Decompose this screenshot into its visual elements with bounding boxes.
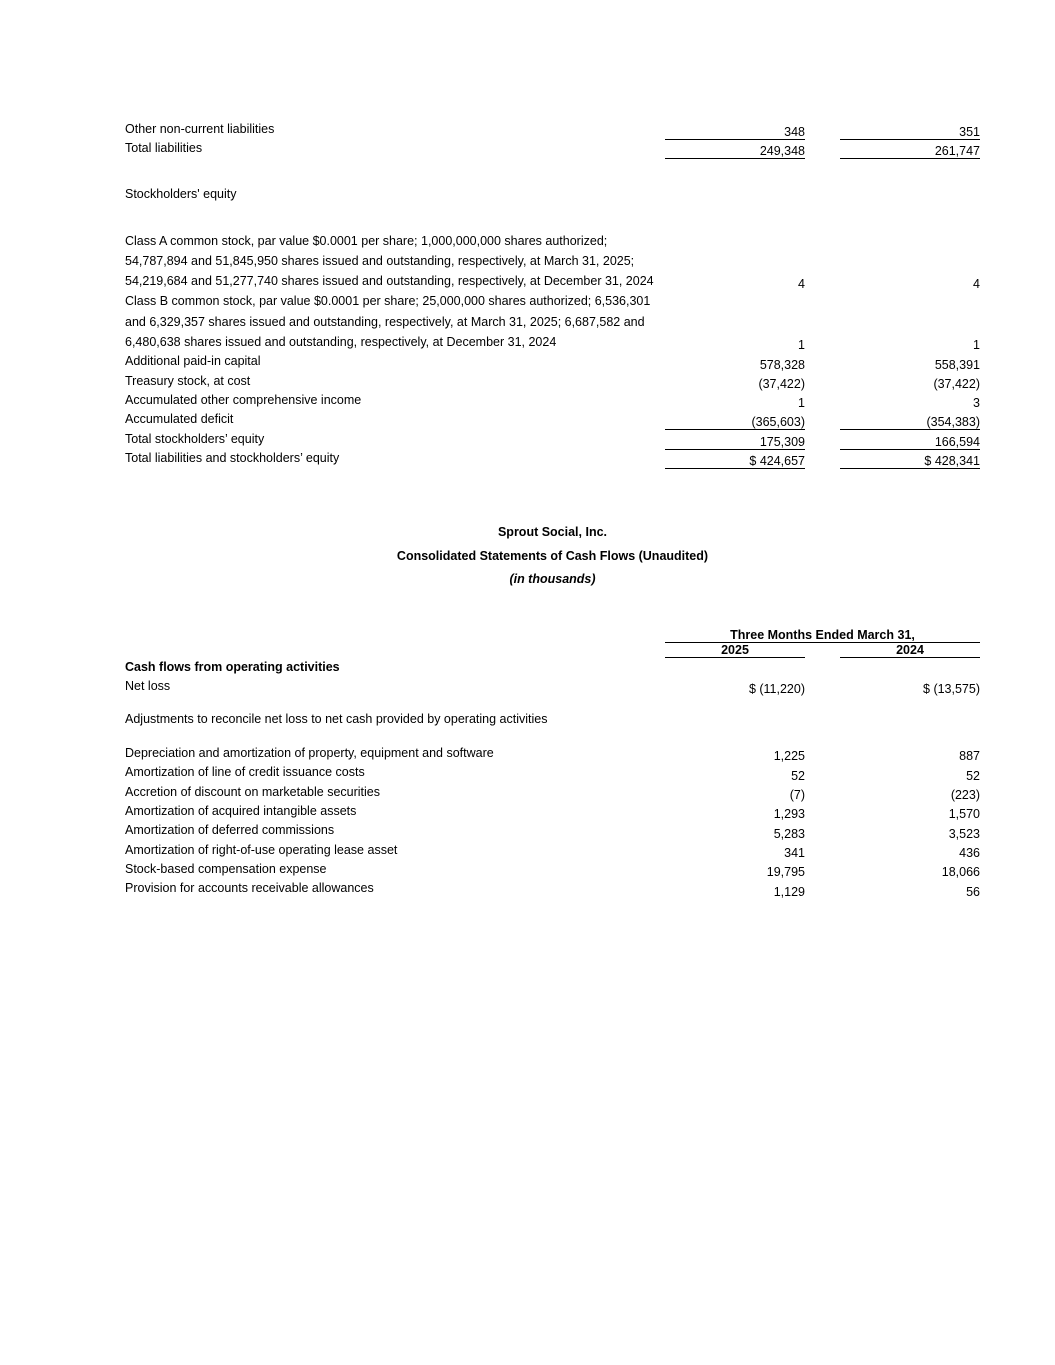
row-value-2025: $ 424,657 <box>665 449 805 468</box>
table-row <box>125 120 980 139</box>
row-label: Net loss <box>125 679 171 693</box>
spacer <box>805 643 840 658</box>
row-label: Cash flows from operating activities <box>125 659 340 674</box>
spacer <box>805 658 840 677</box>
table-row <box>125 410 980 429</box>
spacer <box>655 391 665 410</box>
spacer <box>655 860 665 879</box>
row-value-2025: 1 <box>798 396 805 411</box>
spacer <box>805 352 840 371</box>
spacer-row <box>125 602 980 628</box>
column-header-row <box>125 643 980 658</box>
table-row <box>125 658 980 677</box>
spacer <box>655 658 665 677</box>
row-value-2025: 1 <box>798 338 805 353</box>
row-value-2025: 52 <box>791 768 805 783</box>
spacer <box>655 802 665 821</box>
spacer-row <box>125 696 980 710</box>
spacer <box>655 139 665 158</box>
spacer <box>655 449 665 468</box>
row-value-2024: 1 <box>973 338 980 353</box>
row-value-2025: 1,293 <box>773 807 805 822</box>
row-value-2025: (37,422) <box>758 376 805 391</box>
table-row <box>125 783 980 802</box>
spacer <box>655 352 665 371</box>
row-value-2024: 4 <box>973 277 980 292</box>
row-value-2024 <box>840 710 980 729</box>
table-row <box>125 744 980 763</box>
row-value-2024: 351 <box>840 120 980 139</box>
table-row <box>125 710 980 729</box>
table-row <box>125 231 980 292</box>
row-value-2024: (223) <box>950 787 980 802</box>
table-row <box>125 352 980 371</box>
row-value-2024: 3 <box>973 396 980 411</box>
spacer <box>655 677 665 696</box>
row-value-2025: 348 <box>665 120 805 139</box>
spacer <box>655 628 665 643</box>
row-value-2025 <box>665 658 805 677</box>
spacer <box>805 821 840 840</box>
row-label: Depreciation and amortization of property, equipment and software <box>125 745 494 760</box>
spacer-row <box>125 205 980 231</box>
spacer-row <box>125 159 980 186</box>
table-row <box>125 185 980 204</box>
spacer <box>655 410 665 429</box>
row-value-2024: 261,747 <box>840 139 980 158</box>
column-header-2024: 2024 <box>840 643 980 658</box>
table-row <box>125 372 980 391</box>
statement-title: Consolidated Statements of Cash Flows (Unaudited) <box>396 548 709 563</box>
row-value-2024: 18,066 <box>941 865 980 880</box>
row-value-2025: 1,129 <box>773 884 805 899</box>
row-value-2025 <box>665 185 805 204</box>
spacer <box>655 783 665 802</box>
row-label: Amortization of acquired intangible assets <box>125 803 357 818</box>
spacer <box>655 643 665 658</box>
table-row <box>125 449 980 468</box>
row-value-2024: $ 428,341 <box>840 449 980 468</box>
row-value-2024: (37,422) <box>933 376 980 391</box>
cash-flow-table <box>125 602 980 899</box>
row-value-2024: 56 <box>966 884 980 899</box>
spacer <box>805 231 840 292</box>
spacer <box>805 710 840 729</box>
spacer-row <box>125 730 980 744</box>
row-value-2024 <box>840 658 980 677</box>
table-row <box>125 391 980 410</box>
spacer <box>805 430 840 449</box>
spacer <box>655 291 665 352</box>
row-value-2025: (7) <box>789 787 805 802</box>
row-label: Other non-current liabilities <box>125 122 275 136</box>
row-value-2025: 4 <box>798 277 805 292</box>
spacer <box>655 231 665 292</box>
row-value-2025: 19,795 <box>766 865 805 880</box>
table-row <box>125 879 980 898</box>
row-value-2024: 52 <box>966 768 980 783</box>
spacer <box>805 860 840 879</box>
spacer <box>805 841 840 860</box>
row-value-2024 <box>840 185 980 204</box>
row-value-2025 <box>665 710 805 729</box>
spacer <box>655 185 665 204</box>
spacer <box>805 677 840 696</box>
row-label: Stockholders' equity <box>125 187 237 202</box>
spacer <box>805 185 840 204</box>
spacer <box>655 744 665 763</box>
row-value-2025: 175,309 <box>665 430 805 449</box>
row-label: Class A common stock, par value $0.0001 per share; 1,000,000,000 shares authorized; 54,787,894 and 51,845,950 shares issued and outstanding, respectively, at March 31, 2025; 54,219,684 and 51,277,740 shares issued and outstanding, respectively, at December 31, 2024 <box>125 233 654 289</box>
units-note: (in thousands) <box>509 572 596 587</box>
table-row <box>125 139 980 158</box>
spacer <box>805 120 840 139</box>
row-value-2024: 3,523 <box>948 826 980 841</box>
row-value-2024: 166,594 <box>840 430 980 449</box>
spacer <box>805 391 840 410</box>
row-value-2025: (365,603) <box>665 410 805 429</box>
spacer <box>805 744 840 763</box>
row-label: Accumulated deficit <box>125 412 234 427</box>
table-row <box>125 802 980 821</box>
spacer <box>125 628 655 643</box>
row-value-2025: 5,283 <box>773 826 805 841</box>
row-value-2024: (354,383) <box>840 410 980 429</box>
balance-sheet-table <box>125 120 980 469</box>
row-label: Adjustments to reconcile net loss to net cash provided by operating activities <box>125 712 548 727</box>
table-row <box>125 860 980 879</box>
table-row <box>125 677 980 696</box>
row-label: Class B common stock, par value $0.0001 per share; 25,000,000 shares authorized; 6,536,301 and 6,329,357 shares issued and outstanding, respectively, at March 31, 2025; 6,687,582 and 6,480,638 shares issued and outstanding, respectively, at December 31, 2024 <box>125 294 651 349</box>
table-row <box>125 821 980 840</box>
period-header: Three Months Ended March 31, <box>665 628 980 643</box>
row-value-2025: 341 <box>784 846 805 860</box>
spacer <box>655 430 665 449</box>
table-row <box>125 430 980 449</box>
row-label: Total stockholders’ equity <box>125 431 265 446</box>
spacer <box>805 139 840 158</box>
spacer <box>805 783 840 802</box>
spacer <box>805 410 840 429</box>
spacer <box>805 763 840 782</box>
table-row <box>125 763 980 782</box>
row-value-2024: 887 <box>959 749 980 764</box>
spacer <box>805 879 840 898</box>
column-header-2025: 2025 <box>665 643 805 658</box>
spacer <box>655 710 665 729</box>
row-label: Provision for accounts receivable allowances <box>125 881 374 896</box>
spacer <box>655 821 665 840</box>
row-label: Amortization of line of credit issuance costs <box>125 765 365 780</box>
spacer <box>655 120 665 139</box>
row-label: Stock-based compensation expense <box>125 862 327 876</box>
row-label: Additional paid-in capital <box>125 354 261 369</box>
company-name: Sprout Social, Inc. <box>497 524 608 539</box>
row-label: Accretion of discount on marketable securities <box>125 784 380 799</box>
row-label: Amortization of deferred commissions <box>125 823 335 838</box>
row-label: Total liabilities <box>125 141 203 156</box>
period-header-row <box>125 628 980 643</box>
table-row <box>125 291 980 352</box>
row-label: Accumulated other comprehensive income <box>125 392 362 407</box>
row-value-2025: 1,225 <box>773 749 805 764</box>
row-value-2025: $ (11,220) <box>748 682 805 697</box>
spacer <box>655 372 665 391</box>
spacer <box>125 643 655 658</box>
spacer <box>655 879 665 898</box>
spacer <box>655 841 665 860</box>
row-label: Amortization of right-of-use operating lease asset <box>125 842 398 857</box>
row-value-2024: 436 <box>959 846 980 860</box>
spacer <box>805 449 840 468</box>
row-value-2025: 249,348 <box>665 139 805 158</box>
cash-flow-heading <box>125 521 980 592</box>
spacer <box>655 763 665 782</box>
spacer <box>805 802 840 821</box>
row-value-2025: 578,328 <box>759 357 805 372</box>
spacer <box>805 372 840 391</box>
table-row <box>125 841 980 860</box>
row-value-2024: $ (13,575) <box>923 682 980 697</box>
spacer <box>805 291 840 352</box>
row-value-2024: 558,391 <box>934 357 980 372</box>
row-value-2024: 1,570 <box>948 807 980 822</box>
row-label: Total liabilities and stockholders’ equity <box>125 451 340 465</box>
row-label: Treasury stock, at cost <box>125 373 251 388</box>
